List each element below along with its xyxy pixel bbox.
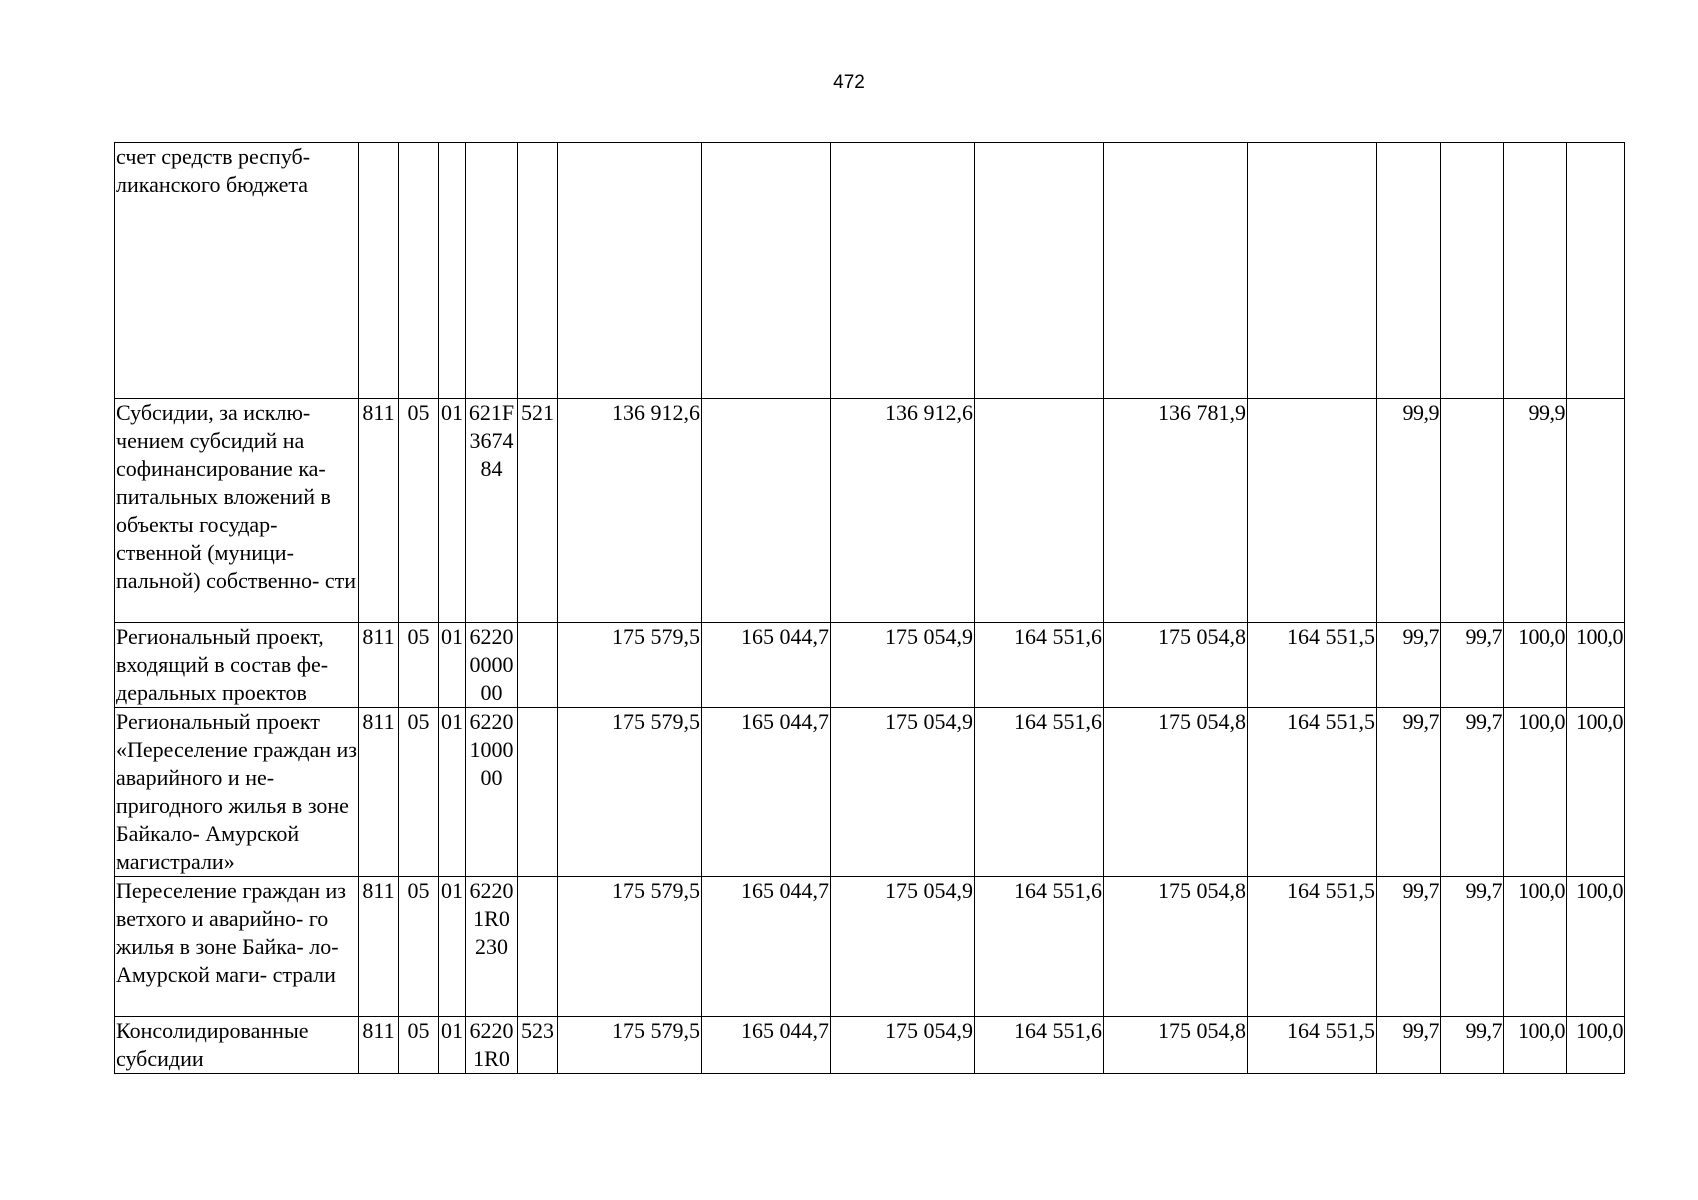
amount-cell: 175 054,9 bbox=[831, 623, 975, 708]
vr-code: 523 bbox=[518, 1017, 558, 1074]
pr-code bbox=[439, 143, 466, 399]
table-row bbox=[115, 1017, 1625, 1074]
amount-cell: 175 054,8 bbox=[1104, 623, 1248, 708]
row-name: Региональный проект, входящий в состав фе- деральных проектов bbox=[115, 623, 359, 708]
ved-code: 811 bbox=[359, 623, 399, 708]
percent-cell: 99,9 bbox=[1504, 399, 1567, 623]
amount-cell: 164 551,5 bbox=[1248, 623, 1377, 708]
amount-cell: 175 054,9 bbox=[831, 708, 975, 877]
percent-cell: 99,7 bbox=[1377, 708, 1441, 877]
percent-cell: 100,0 bbox=[1504, 708, 1567, 877]
amount-cell bbox=[975, 399, 1104, 623]
budget-table bbox=[114, 142, 1625, 1074]
amount-cell: 136 912,6 bbox=[831, 399, 975, 623]
table-row bbox=[115, 143, 1625, 399]
percent-cell: 100,0 bbox=[1567, 877, 1625, 1017]
amount-cell: 175 054,8 bbox=[1104, 1017, 1248, 1074]
percent-cell bbox=[1377, 143, 1441, 399]
amount-cell: 164 551,6 bbox=[975, 623, 1104, 708]
amount-cell bbox=[1248, 143, 1377, 399]
amount-cell bbox=[831, 143, 975, 399]
percent-cell: 99,7 bbox=[1441, 1017, 1504, 1074]
table-row bbox=[115, 708, 1625, 877]
percent-cell: 99,7 bbox=[1377, 623, 1441, 708]
percent-cell: 100,0 bbox=[1567, 1017, 1625, 1074]
pr-code: 01 bbox=[439, 708, 466, 877]
amount-cell: 175 054,9 bbox=[831, 877, 975, 1017]
amount-cell: 175 579,5 bbox=[558, 623, 702, 708]
amount-cell: 164 551,6 bbox=[975, 1017, 1104, 1074]
amount-cell: 165 044,7 bbox=[702, 623, 831, 708]
amount-cell: 175 579,5 bbox=[558, 877, 702, 1017]
percent-cell: 99,7 bbox=[1441, 877, 1504, 1017]
amount-cell: 164 551,6 bbox=[975, 877, 1104, 1017]
amount-cell: 165 044,7 bbox=[702, 1017, 831, 1074]
rz-code: 05 bbox=[399, 623, 439, 708]
pr-code: 01 bbox=[439, 1017, 466, 1074]
amount-cell: 164 551,5 bbox=[1248, 1017, 1377, 1074]
row-name: Консолидированные субсидии bbox=[115, 1017, 359, 1074]
amount-cell: 175 054,8 bbox=[1104, 877, 1248, 1017]
amount-cell: 164 551,6 bbox=[975, 708, 1104, 877]
row-name: счет средств респуб- ликанского бюджета bbox=[115, 143, 359, 399]
pr-code: 01 bbox=[439, 399, 466, 623]
vr-code bbox=[518, 143, 558, 399]
pr-code: 01 bbox=[439, 623, 466, 708]
rz-code: 05 bbox=[399, 1017, 439, 1074]
amount-cell: 164 551,5 bbox=[1248, 877, 1377, 1017]
cs-code: 6220 0000 00 bbox=[466, 623, 518, 708]
table-row bbox=[115, 399, 1625, 623]
vr-code bbox=[518, 877, 558, 1017]
amount-cell bbox=[1104, 143, 1248, 399]
amount-cell: 136 781,9 bbox=[1104, 399, 1248, 623]
percent-cell: 99,7 bbox=[1441, 623, 1504, 708]
amount-cell: 175 579,5 bbox=[558, 708, 702, 877]
cs-code: 6220 1000 00 bbox=[466, 708, 518, 877]
amount-cell: 136 912,6 bbox=[558, 399, 702, 623]
table-body bbox=[115, 143, 1625, 1074]
amount-cell: 165 044,7 bbox=[702, 877, 831, 1017]
amount-cell bbox=[1248, 399, 1377, 623]
ved-code: 811 bbox=[359, 877, 399, 1017]
amount-cell: 165 044,7 bbox=[702, 708, 831, 877]
ved-code bbox=[359, 143, 399, 399]
percent-cell: 99,9 bbox=[1377, 399, 1441, 623]
vr-code bbox=[518, 708, 558, 877]
page-number: 472 bbox=[833, 72, 865, 93]
ved-code: 811 bbox=[359, 1017, 399, 1074]
percent-cell bbox=[1441, 399, 1504, 623]
row-name: Субсидии, за исклю- чением субсидий на софинансирование ка- питальных вложений в объекты государ- ственной (муници- пальной) собственно- сти bbox=[115, 399, 359, 623]
percent-cell: 100,0 bbox=[1567, 708, 1625, 877]
cs-code: 6220 1R0 230 bbox=[466, 877, 518, 1017]
cs-code bbox=[466, 143, 518, 399]
percent-cell bbox=[1504, 143, 1567, 399]
ved-code: 811 bbox=[359, 399, 399, 623]
percent-cell: 99,7 bbox=[1377, 1017, 1441, 1074]
row-name: Региональный проект «Переселение граждан из аварийного и не- пригодного жилья в зоне Байкало- Амурской магистрали» bbox=[115, 708, 359, 877]
percent-cell: 100,0 bbox=[1504, 623, 1567, 708]
amount-cell bbox=[975, 143, 1104, 399]
percent-cell bbox=[1441, 143, 1504, 399]
table-row bbox=[115, 623, 1625, 708]
vr-code bbox=[518, 623, 558, 708]
amount-cell: 175 054,8 bbox=[1104, 708, 1248, 877]
percent-cell: 100,0 bbox=[1504, 877, 1567, 1017]
percent-cell: 99,7 bbox=[1377, 877, 1441, 1017]
amount-cell bbox=[558, 143, 702, 399]
vr-code: 521 bbox=[518, 399, 558, 623]
amount-cell: 175 579,5 bbox=[558, 1017, 702, 1074]
amount-cell: 164 551,5 bbox=[1248, 708, 1377, 877]
row-name: Переселение граждан из ветхого и аварийно- го жилья в зоне Байка- ло-Амурской маги- страли bbox=[115, 877, 359, 1017]
amount-cell bbox=[702, 399, 831, 623]
cs-code: 621F 3674 84 bbox=[466, 399, 518, 623]
percent-cell bbox=[1567, 143, 1625, 399]
pr-code: 01 bbox=[439, 877, 466, 1017]
percent-cell: 100,0 bbox=[1504, 1017, 1567, 1074]
rz-code: 05 bbox=[399, 877, 439, 1017]
cs-code: 6220 1R0 bbox=[466, 1017, 518, 1074]
ved-code: 811 bbox=[359, 708, 399, 877]
percent-cell bbox=[1567, 399, 1625, 623]
table-row bbox=[115, 877, 1625, 1017]
amount-cell: 175 054,9 bbox=[831, 1017, 975, 1074]
percent-cell: 99,7 bbox=[1441, 708, 1504, 877]
amount-cell bbox=[702, 143, 831, 399]
rz-code: 05 bbox=[399, 399, 439, 623]
rz-code bbox=[399, 143, 439, 399]
percent-cell: 100,0 bbox=[1567, 623, 1625, 708]
rz-code: 05 bbox=[399, 708, 439, 877]
